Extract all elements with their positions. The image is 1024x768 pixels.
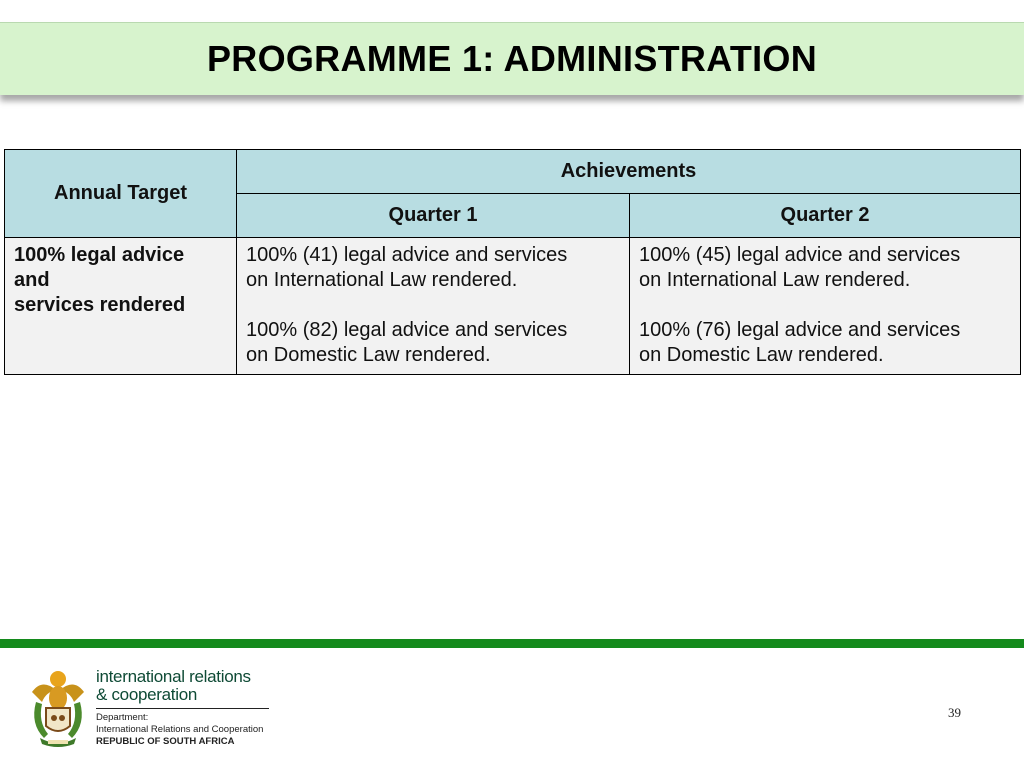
q2-domestic-line: 100% (76) legal advice and services bbox=[639, 319, 961, 341]
target-line: and bbox=[14, 269, 50, 291]
target-line: services rendered bbox=[14, 294, 186, 316]
brand-rule bbox=[96, 708, 269, 709]
page-number: 39 bbox=[948, 705, 961, 720]
q2-domestic-line: on Domestic Law rendered. bbox=[639, 344, 884, 366]
q1-international-line: 100% (41) legal advice and services bbox=[246, 244, 568, 266]
country-name: REPUBLIC OF SOUTH AFRICA bbox=[96, 736, 235, 747]
q2-international-line: 100% (45) legal advice and services bbox=[639, 244, 961, 266]
paragraph-spacer bbox=[246, 293, 620, 318]
dept-label: Department: bbox=[96, 712, 149, 723]
title-bar bbox=[0, 22, 1024, 95]
coat-of-arms-icon bbox=[22, 668, 94, 750]
q1-domestic-line: on Domestic Law rendered. bbox=[246, 344, 491, 366]
header-quarter-1: Quarter 1 bbox=[237, 194, 630, 238]
paragraph-spacer bbox=[639, 293, 1011, 318]
quarter-1-cell bbox=[237, 238, 630, 375]
header-achievements: Achievements bbox=[237, 150, 1021, 194]
target-line: 100% legal advice bbox=[14, 244, 185, 266]
header-quarter-2: Quarter 2 bbox=[630, 194, 1021, 238]
brand-line-2: & cooperation bbox=[96, 685, 198, 704]
q2-international-line: on International Law rendered. bbox=[639, 269, 911, 291]
header-annual-target: Annual Target bbox=[5, 150, 237, 238]
footer-divider bbox=[0, 639, 1024, 648]
slide-title: PROGRAMME 1: ADMINISTRATION bbox=[206, 38, 818, 79]
brand-line-1: international relations bbox=[96, 667, 251, 686]
q1-international-line: on International Law rendered. bbox=[246, 269, 518, 291]
dept-name: International Relations and Cooperation bbox=[96, 724, 264, 735]
department-branding bbox=[96, 668, 296, 748]
annual-target-cell bbox=[5, 238, 237, 375]
table-row bbox=[5, 238, 1021, 375]
table-header-row-1 bbox=[5, 150, 1021, 194]
achievements-table bbox=[4, 149, 1021, 375]
q1-domestic-line: 100% (82) legal advice and services bbox=[246, 319, 568, 341]
quarter-2-cell bbox=[630, 238, 1021, 375]
